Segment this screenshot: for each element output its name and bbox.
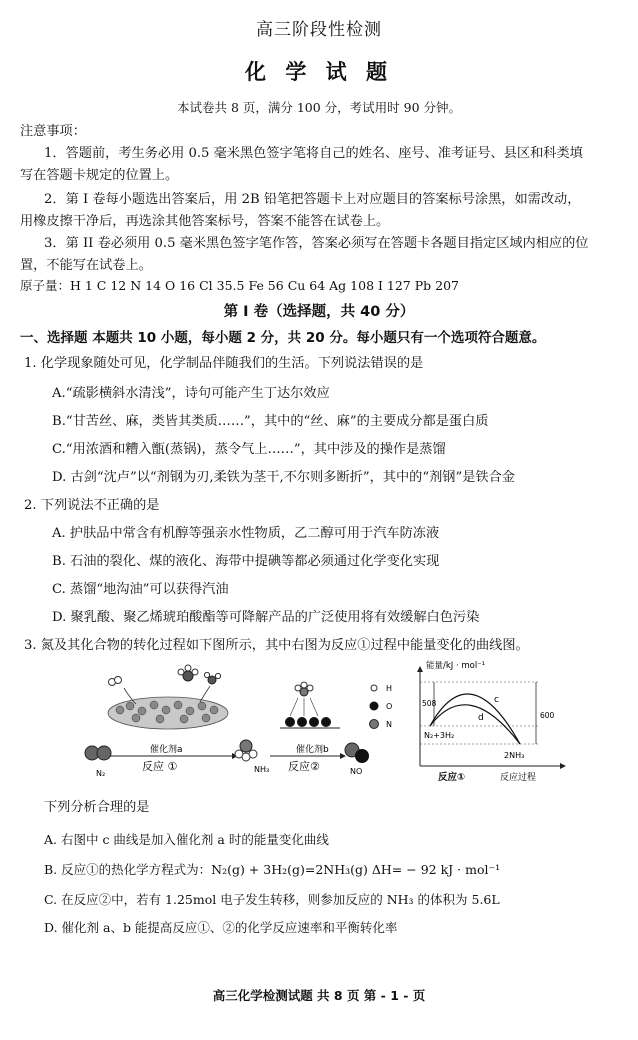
products-label: 2NH₃ — [504, 751, 525, 760]
atomic-masses: 原子量：H 1 C 12 N 14 O 16 Cl 35.5 Fe 56 Cu 64 Ag 108 I 127 Pb 207 — [20, 278, 459, 293]
question-1-option-c: C.“用浓酒和糟入甑(蒸锅)，蒸令气上……”，其中涉及的操作是蒸馏 — [52, 442, 446, 457]
note-line: 2．第 I 卷每小题选出答案后，用 2B 铅笔把答题卡上对应题目的答案标号涂黑，如需改动， — [44, 192, 581, 207]
question-1-option-d: D. 古剑“沈卢”以“剂钢为刃,柔铁为茎干,不尔则多断折”，其中的“剂钢”是铁合金 — [52, 470, 515, 485]
note-line: 1．答题前，考生务必用 0.5 毫米黑色签字笔将自己的姓名、座号、准考证号、县区和科类填 — [44, 146, 583, 161]
subject-title: 化 学 试 题 — [245, 59, 393, 84]
curve-c-label: c — [494, 695, 499, 705]
energy-xlabel: 反应过程 — [500, 773, 537, 783]
note-line: 3．第 II 卷必须用 0.5 毫米黑色签字笔作答，答案必须写在答题卡各题目指定区域内相应的位 — [44, 236, 589, 251]
legend-n: N — [386, 720, 392, 729]
question-2-option-b: B. 石油的裂化、煤的液化、海带中提碘等都必须通过化学变化实现 — [52, 554, 440, 569]
question-3-option-d: D. 催化剂 a、b 能提高反应①、②的化学反应速率和平衡转化率 — [44, 920, 398, 935]
reaction-figure — [0, 658, 638, 788]
atom-legend — [370, 684, 393, 729]
energy-label-600: 600 — [540, 711, 555, 720]
energy-label-508: 508 — [422, 699, 437, 708]
reaction-2-label: 反应② — [288, 760, 320, 773]
no-label: NO — [350, 767, 363, 776]
question-2-option-a: A. 护肤品中常含有机醇等强亲水性物质，乙二醇可用于汽车防冻液 — [52, 526, 440, 541]
question-3-prompt: 下列分析合理的是 — [44, 800, 150, 815]
energy-chart — [417, 660, 566, 783]
n2-label: N₂ — [96, 769, 106, 778]
question-2-option-d: D. 聚乳酸、聚乙烯琥珀酸酯等可降解产品的广泛使用将有效缓解白色污染 — [52, 610, 480, 625]
catalyst-a-label: 催化剂a — [150, 745, 183, 755]
question-3-option-a: A. 右图中 c 曲线是加入催化剂 a 时的能量变化曲线 — [44, 832, 329, 847]
notes-heading: 注意事项： — [20, 124, 86, 139]
catalyst-b-label: 催化剂b — [296, 745, 329, 755]
energy-caption: 反应① — [438, 772, 466, 783]
legend-o: O — [386, 702, 393, 711]
page-footer: 高三化学检测试题 共 8 页 第 - 1 - 页 — [212, 988, 426, 1003]
nh3-label: NH₃ — [254, 765, 270, 774]
nh3-molecule — [183, 671, 193, 681]
catalyst-b-scene — [270, 682, 369, 776]
exam-subtitle: 本试卷共 8 页，满分 100 分，考试用时 90 分钟。 — [176, 100, 462, 115]
question-3-option-b: B. 反应①的热化学方程式为：N₂(g) + 3H₂(g)=2NH₃(g) ΔH= − 92 kJ · mol⁻¹ — [44, 862, 501, 877]
reactants-label: N₂+3H₂ — [424, 731, 455, 740]
catalyst-a-scene — [85, 665, 269, 778]
energy-ylabel: 能量/kJ · mol⁻¹ — [426, 661, 486, 671]
legend-h: H — [386, 684, 393, 693]
note-line: 写在答题卡规定的位置上。 — [20, 168, 179, 183]
question-1-option-b: B.“甘苦丝、麻，类皆其类质……”，其中的“丝、麻”的主要成分都是蛋白质 — [52, 414, 489, 429]
question-2-stem: 2. 下列说法不正确的是 — [24, 498, 160, 513]
reaction-1-label: 反应 ① — [142, 760, 178, 773]
question-1-option-a: A.“疏影横斜水清浅”，诗句可能产生丁达尔效应 — [52, 386, 330, 401]
note-line: 用橡皮擦干净后，再选涂其他答案标号，答案不能答在试卷上。 — [20, 214, 390, 229]
section-title: 第 I 卷（选择题，共 40 分） — [223, 304, 415, 320]
question-1-stem: 1. 化学现象随处可见，化学制品伴随我们的生活。下列说法错误的是 — [24, 356, 424, 371]
note-line: 置，不能写在试卷上。 — [20, 258, 152, 273]
question-2-option-c: C. 蒸馏“地沟油”可以获得汽油 — [52, 582, 229, 597]
curve-d-label: d — [478, 713, 484, 723]
question-3-option-c: C. 在反应②中，若有 1.25mol 电子发生转移，则参加反应的 NH₃ 的体积为 5.6L — [44, 892, 500, 907]
question-3-stem: 3. 氮及其化合物的转化过程如下图所示，其中右图为反应①过程中能量变化的曲线图。 — [24, 638, 529, 653]
exam-name: 高三阶段性检测 — [256, 20, 382, 40]
part-instruction: 一、选择题 本题共 10 小题，每小题 2 分，共 20 分。每小题只有一个选项符合题意。 — [20, 330, 546, 346]
